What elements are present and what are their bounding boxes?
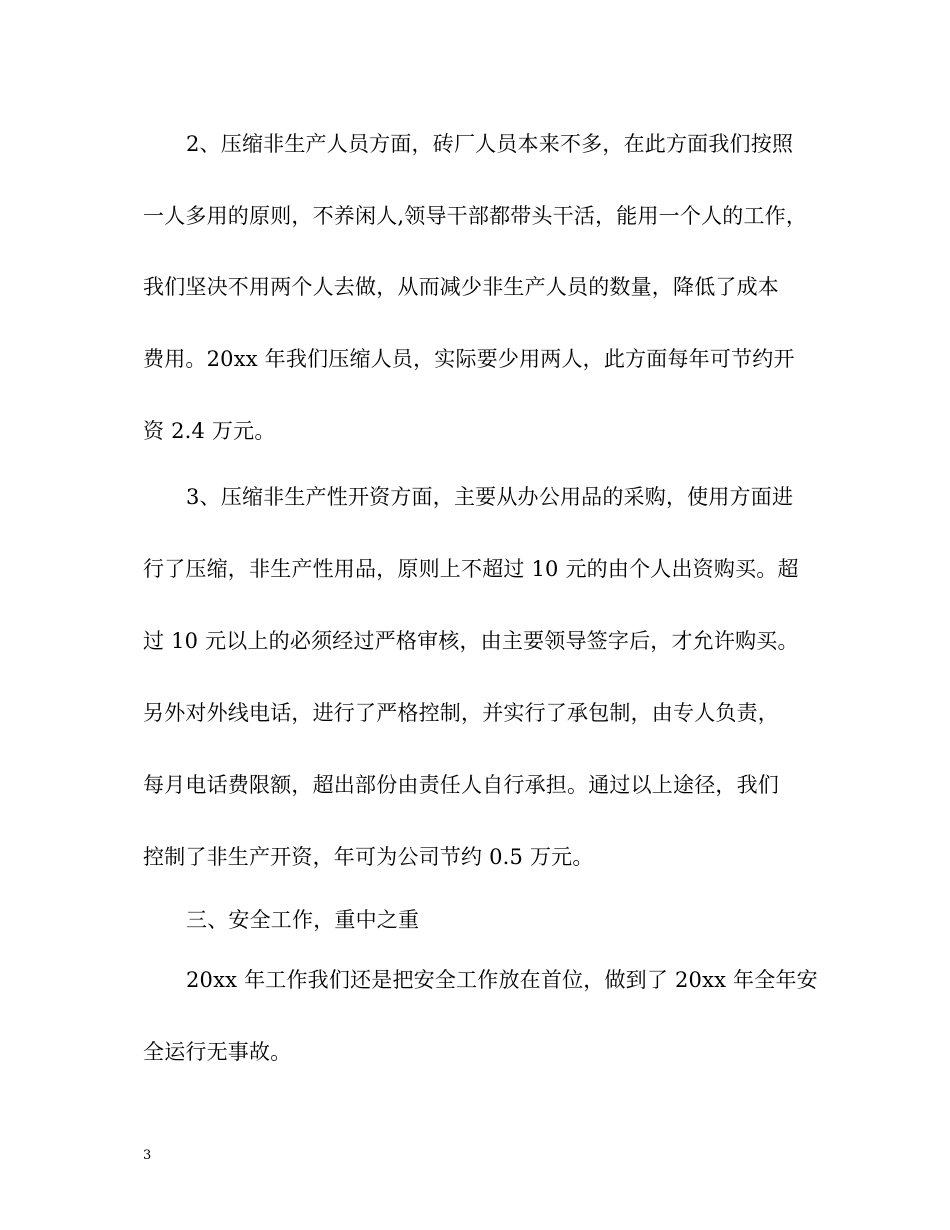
paragraph-3-line-1: 3、压缩非生产性开资方面，主要从办公用品的采购，使用方面进 xyxy=(186,485,794,509)
section-heading-safety: 三、安全工作，重中之重 xyxy=(186,908,420,932)
paragraph-3-line-5: 每月电话费限额，超出部份由责任人自行承担。通过以上途径，我们 xyxy=(143,773,779,797)
paragraph-2-line-5: 资 2.4 万元。 xyxy=(143,419,276,443)
paragraph-3-line-6: 控制了非生产开资，年可为公司节约 0.5 万元。 xyxy=(143,845,594,869)
paragraph-3-line-4: 另外对外线电话，进行了严格控制，并实行了承包制，由专人负责， xyxy=(143,701,779,725)
paragraph-safety-line-1: 20xx 年工作我们还是把安全工作放在首位，做到了 20xx 年全年安 xyxy=(186,968,818,992)
paragraph-3-line-3: 过 10 元以上的必须经过严格审核，由主要领导签字后，才允许购买。 xyxy=(143,629,799,653)
paragraph-2-line-4: 费用。20xx 年我们压缩人员，实际要少用两人，此方面每年可节约开 xyxy=(143,347,795,371)
paragraph-safety-line-2: 全运行无事故。 xyxy=(143,1040,292,1064)
paragraph-3-line-2: 行了压缩，非生产性用品，原则上不超过 10 元的由个人出资购买。超 xyxy=(143,557,799,581)
paragraph-2-line-3: 我们坚决不用两个人去做，从而减少非生产人员的数量，降低了成本 xyxy=(143,275,779,299)
page-number: 3 xyxy=(143,1148,152,1163)
paragraph-2-line-1: 2、压缩非生产人员方面，砖厂人员本来不多，在此方面我们按照 xyxy=(186,132,794,156)
paragraph-2-line-2: 一人多用的原则，不养闲人,领导干部都带头干活，能用一个人的工作， xyxy=(143,204,808,228)
